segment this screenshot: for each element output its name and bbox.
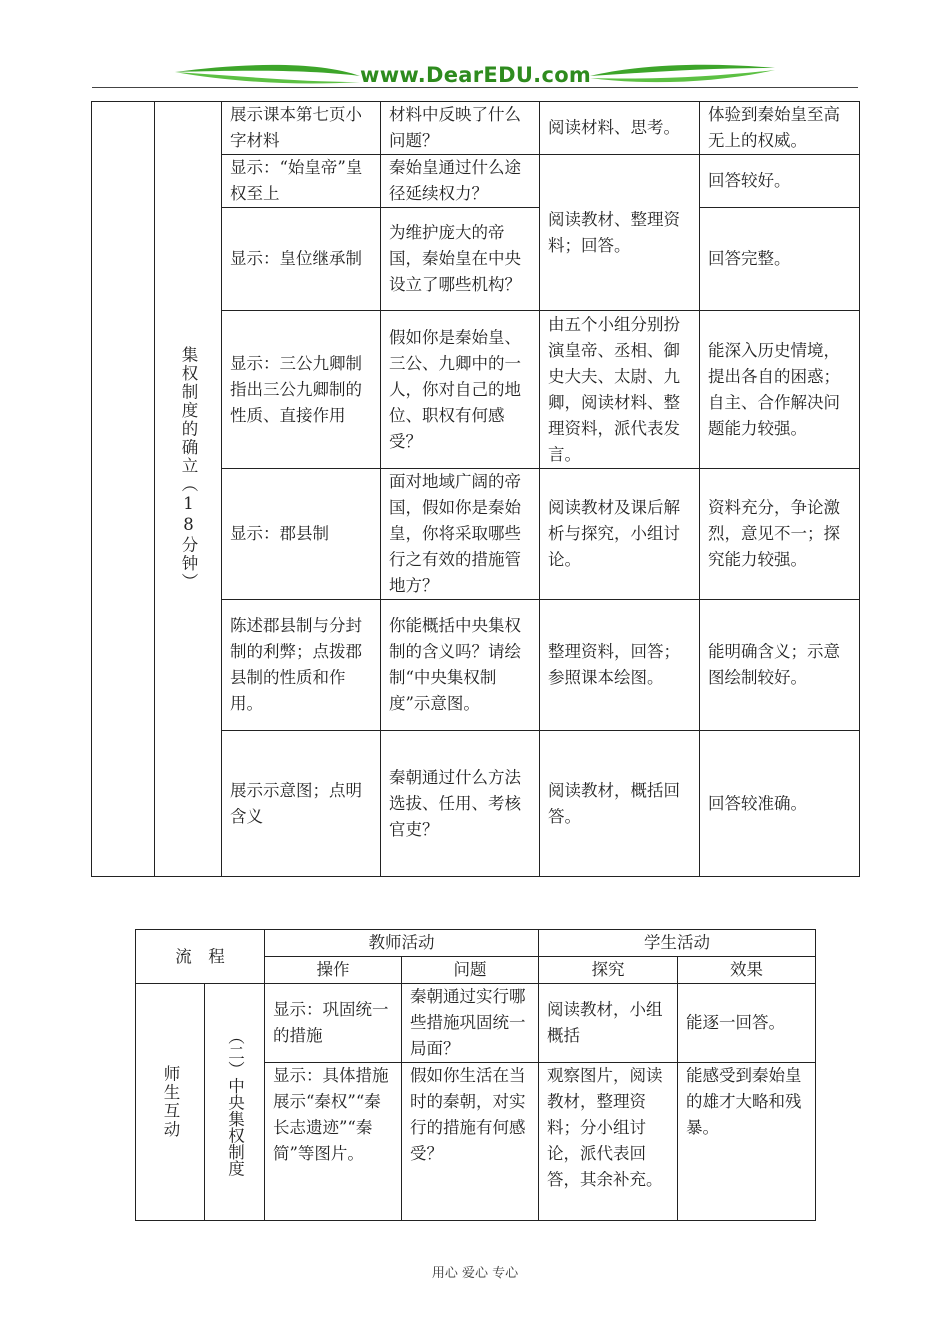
question-cell: 面对地域广阔的帝国，假如你是秦始皇，你将采取哪些行之有效的措施管地方？ bbox=[381, 469, 540, 600]
effect-cell: 能感受到秦始皇的雄才大略和残暴。 bbox=[678, 1063, 816, 1221]
student-activity-header: 学生活动 bbox=[539, 930, 816, 957]
effect-cell: 能明确含义；示意图绘制较好。 bbox=[700, 600, 860, 731]
section-label-cell bbox=[155, 102, 222, 877]
operation-cell: 陈述郡县制与分封制的利弊；点拨郡县制的性质和作用。 bbox=[222, 600, 381, 731]
effect-cell: 回答较好。 bbox=[700, 155, 860, 208]
header-divider bbox=[92, 87, 858, 88]
question-cell: 假如你是秦始皇、三公、九卿中的一人，你对自己的地位、职权有何感受？ bbox=[381, 311, 540, 469]
section-label-cell bbox=[136, 984, 205, 1221]
effect-header: 效果 bbox=[678, 957, 816, 984]
explore-cell: 整理资料，回答；参照课本绘图。 bbox=[540, 600, 700, 731]
header-row bbox=[136, 930, 816, 957]
operation-cell: 展示课本第七页小字材料 bbox=[222, 102, 381, 155]
question-cell: 秦朝通过实行哪些措施巩固统一局面？ bbox=[402, 984, 539, 1063]
effect-cell: 回答完整。 bbox=[700, 208, 860, 311]
effect-cell: 回答较准确。 bbox=[700, 731, 860, 877]
operation-cell: 显示：具体措施展示“秦权”“秦长志遗迹”“秦简”等图片。 bbox=[265, 1063, 402, 1221]
sub-label-cell bbox=[205, 984, 265, 1221]
interaction-table bbox=[135, 929, 816, 1221]
outer-blank-cell bbox=[92, 102, 155, 877]
operation-header: 操作 bbox=[265, 957, 402, 984]
explore-cell: 阅读教材，概括回答。 bbox=[540, 731, 700, 877]
explore-cell: 阅读教材，小组概括 bbox=[539, 984, 678, 1063]
question-cell: 假如你生活在当时的秦朝，对实行的措施有何感受？ bbox=[402, 1063, 539, 1221]
explore-cell: 观察图片，阅读教材，整理资料；分小组讨论，派代表回答，其余补充。 bbox=[539, 1063, 678, 1221]
site-logo-text: www.DearEDU.com bbox=[360, 63, 592, 87]
effect-cell: 体验到秦始皇至高无上的权威。 bbox=[700, 102, 860, 155]
question-cell: 材料中反映了什么问题？ bbox=[381, 102, 540, 155]
effect-cell: 能深入历史情境，提出各自的困惑；自主、合作解决问题能力较强。 bbox=[700, 311, 860, 469]
explore-cell: 阅读材料、思考。 bbox=[540, 102, 700, 155]
lesson-table-continued bbox=[91, 101, 860, 877]
section-label: 集权制度的确立（18分钟） bbox=[179, 346, 198, 592]
effect-cell: 能逐一回答。 bbox=[678, 984, 816, 1063]
operation-cell: 显示：三公九卿制指出三公九卿制的性质、直接作用 bbox=[222, 311, 381, 469]
explore-header: 探究 bbox=[539, 957, 678, 984]
explore-cell: 阅读教材及课后解析与探究，小组讨论。 bbox=[540, 469, 700, 600]
operation-cell: 显示：郡县制 bbox=[222, 469, 381, 600]
operation-cell: 展示示意图；点明含义 bbox=[222, 731, 381, 877]
question-cell: 你能概括中央集权制的含义吗？请绘制“中央集权制度”示意图。 bbox=[381, 600, 540, 731]
explore-cell: 由五个小组分别扮演皇帝、丞相、御史大夫、太尉、九卿，阅读材料、整理资料，派代表发言。 bbox=[540, 311, 700, 469]
operation-cell: 显示：皇位继承制 bbox=[222, 208, 381, 311]
question-cell: 为维护庞大的帝国，秦始皇在中央设立了哪些机构？ bbox=[381, 208, 540, 311]
page-footer: 用心 爱心 专心 bbox=[431, 1266, 519, 1281]
teacher-activity-header: 教师活动 bbox=[265, 930, 539, 957]
question-cell: 秦朝通过什么方法选拔、任用、考核官吏？ bbox=[381, 731, 540, 877]
process-header: 流 程 bbox=[136, 930, 265, 984]
table-row bbox=[136, 984, 816, 1063]
question-header: 问题 bbox=[402, 957, 539, 984]
effect-cell: 资料充分，争论激烈，意见不一；探究能力较强。 bbox=[700, 469, 860, 600]
table-row bbox=[92, 102, 860, 155]
question-cell: 秦始皇通过什么途径延续权力？ bbox=[381, 155, 540, 208]
operation-cell: 显示：“始皇帝”皇权至上 bbox=[222, 155, 381, 208]
sub-label: （二）中央集权制度 bbox=[225, 1027, 245, 1177]
explore-cell: 阅读教材、整理资料；回答。 bbox=[540, 155, 700, 311]
section-label: 师生互动 bbox=[161, 1065, 180, 1139]
operation-cell: 显示：巩固统一的措施 bbox=[265, 984, 402, 1063]
